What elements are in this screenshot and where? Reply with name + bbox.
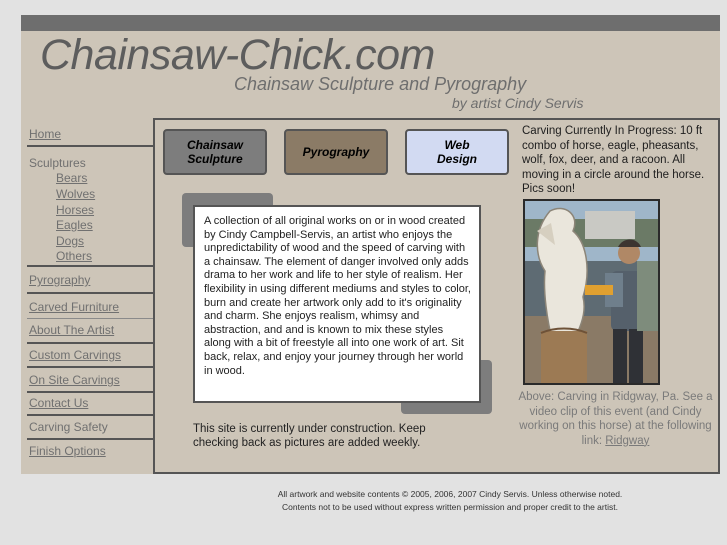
nav-carved-furniture[interactable]: Carved Furniture: [29, 300, 120, 314]
nav-divider: [27, 265, 155, 267]
nav-divider: [27, 342, 155, 344]
nav-divider: [27, 145, 155, 147]
site-byline: by artist Cindy Servis: [452, 95, 584, 111]
carving-photo-illustration: [525, 201, 658, 383]
top-bar: [21, 15, 720, 31]
nav-sub-bears[interactable]: Bears: [56, 171, 88, 185]
construction-notice: This site is currently under construction. Keep checking back as pictures are added weekly.: [193, 423, 426, 449]
nav-carving-safety[interactable]: Carving Safety: [29, 420, 108, 434]
site-title: Chainsaw-Chick.com: [40, 31, 435, 79]
web-design-button-label: Web Design: [436, 138, 477, 166]
nav-custom-carvings[interactable]: Custom Carvings: [29, 348, 122, 362]
nav-on-site-carvings[interactable]: On Site Carvings: [29, 373, 120, 387]
chainsaw-sculpture-button-label: Chainsaw Sculpture: [186, 138, 243, 166]
nav-finish-options[interactable]: Finish Options: [29, 444, 106, 458]
nav-sub-horses[interactable]: Horses: [56, 203, 95, 217]
chainsaw-sculpture-button[interactable]: [163, 129, 267, 175]
nav-divider: [27, 366, 155, 368]
description-text: A collection of all original works on or in wood created by Cindy Campbell-Servis, an artist who enjoys the unpredictability of wood and the speed of carving with a chainsaw. The element of danger involved only adds drama to her work and life to her style of realism. Her flexibility in using different mediums and styles to color, burn and create her artwork only add to it's originality and charm. She enjoys realism, whimsy and abstraction, and and is known to mix these styles along with a bit of freestyle all into one work of art. Sit back, relax, and enjoy your journey through her world in wood.: [204, 215, 471, 377]
photo-caption-text: Above: Carving in Ridgway, Pa. See a video clip of this event (and Cindy working on this horse) at the following link:: [518, 391, 713, 447]
site-tagline: Chainsaw Sculpture and Pyrography: [234, 74, 527, 94]
pyrography-button-label: Pyrography: [302, 145, 370, 159]
nav-divider: [27, 391, 155, 393]
nav-contact-us[interactable]: Contact Us: [29, 396, 89, 410]
carving-photo: [523, 199, 660, 385]
nav-divider: [27, 438, 155, 440]
footer: [180, 488, 720, 514]
photo-caption: [518, 390, 713, 448]
sidebar-nav: [21, 118, 155, 474]
footer-copyright: All artwork and website contents © 2005, 2006, 2007 Cindy Servis. Unless otherwise noted.: [277, 489, 623, 499]
nav-sculptures-label: Sculptures: [29, 156, 86, 170]
footer-usage-notice: Contents not to be used without express written permission and proper credit to the artist.: [282, 502, 618, 512]
main-content: [153, 118, 720, 474]
description-box: [193, 205, 481, 403]
web-design-button[interactable]: [405, 129, 509, 175]
nav-divider: [27, 318, 155, 319]
nav-home[interactable]: Home: [29, 127, 62, 141]
nav-about-the-artist[interactable]: About The Artist: [29, 323, 115, 337]
nav-divider: [27, 292, 155, 294]
nav-divider: [27, 414, 155, 416]
nav-sub-eagles[interactable]: Eagles: [56, 218, 93, 232]
carving-in-progress-note: Carving Currently In Progress: 10 ft combo of horse, eagle, pheasants, wolf, fox, deer, and a racoon. All moving in a circle around the horse. Pics soon!: [522, 125, 705, 195]
nav-sub-wolves[interactable]: Wolves: [56, 187, 96, 201]
site-header: [21, 31, 720, 118]
ridgway-video-link[interactable]: Ridgway: [605, 434, 650, 447]
pyrography-button[interactable]: [284, 129, 388, 175]
nav-sub-dogs[interactable]: Dogs: [56, 234, 85, 248]
nav-sub-others[interactable]: Others: [56, 249, 93, 263]
nav-pyrography[interactable]: Pyrography: [29, 273, 91, 287]
